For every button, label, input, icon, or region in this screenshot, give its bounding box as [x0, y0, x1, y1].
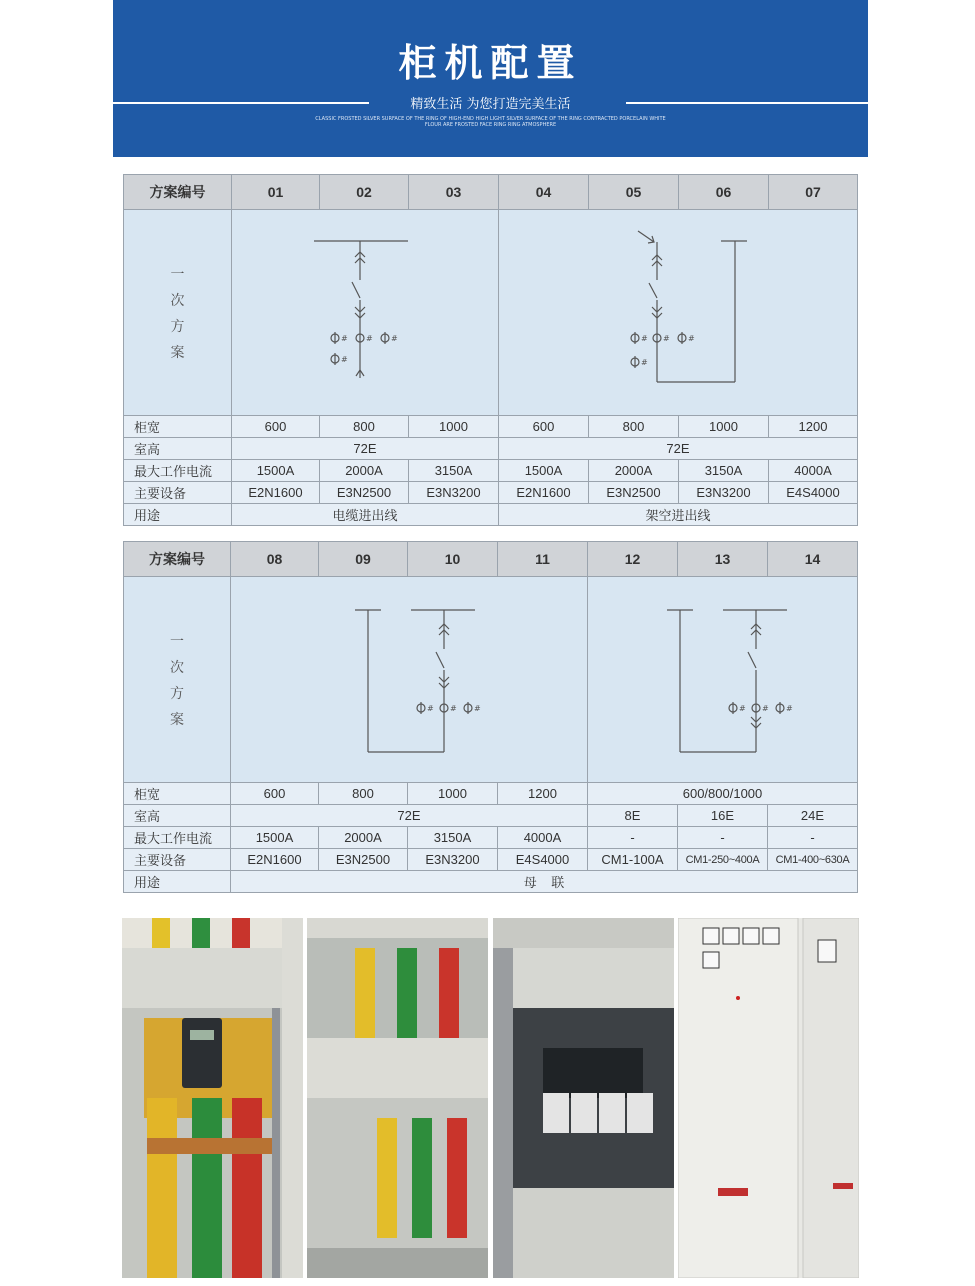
cabinet-photo-meter: [122, 918, 303, 1278]
scheme-char: 案: [170, 343, 185, 360]
table-cell: E3N3200: [679, 482, 769, 504]
config-table-1: [123, 174, 858, 526]
cabinet-interior-image: [493, 918, 674, 1278]
table-cell: 1200: [498, 783, 588, 805]
table-row: [124, 460, 858, 482]
cabinet-interior-image: [122, 918, 303, 1278]
svg-text:#: #: [450, 704, 457, 713]
table-cell: 4000A: [498, 827, 588, 849]
cabinet-photo-exterior: [678, 918, 859, 1278]
table-cell: -: [768, 827, 858, 849]
table-cell: 2000A: [320, 460, 409, 482]
cabinet-photo-breakers: [493, 918, 674, 1278]
scheme-char: 方: [170, 684, 184, 701]
table-header-row: [124, 542, 858, 577]
table-cell: E2N1600: [231, 849, 319, 871]
table-cell: 1200: [769, 416, 858, 438]
header-cell: 10: [408, 542, 498, 577]
table-cell: E4S4000: [769, 482, 858, 504]
circuit-diagram-bus-tie-mccb: [588, 577, 858, 783]
table-cell: 800: [319, 783, 408, 805]
table-cell: -: [588, 827, 678, 849]
table-cell: CM1-250~400A: [678, 849, 768, 871]
single-line-diagram-icon: [588, 577, 858, 782]
table-cell: 800: [589, 416, 679, 438]
table-cell: E3N2500: [589, 482, 679, 504]
table-cell: 600/800/1000: [588, 783, 858, 805]
table-header-row: [124, 175, 858, 210]
scheme-char: 方: [170, 317, 185, 334]
table-cell: 24E: [768, 805, 858, 827]
table-cell: E4S4000: [498, 849, 588, 871]
svg-text:#: #: [341, 355, 348, 364]
page-title: 柜机配置: [398, 40, 583, 85]
table-cell: 1500A: [231, 827, 319, 849]
scheme-char: 一: [170, 265, 185, 282]
header-cell: 12: [588, 542, 678, 577]
table-cell: E3N2500: [319, 849, 408, 871]
header-cell: 05: [589, 175, 679, 210]
scheme-char: 一: [170, 632, 184, 649]
table-cell: E3N2500: [320, 482, 409, 504]
row-label: 柜宽: [124, 416, 232, 438]
banner-subtitle: 精致生活 为您打造完美生活: [410, 97, 571, 112]
table-row: [124, 482, 858, 504]
table-cell: 1000: [409, 416, 499, 438]
svg-text:#: #: [739, 704, 746, 713]
table-cell: E3N3200: [409, 482, 499, 504]
table-cell: CM1-400~630A: [768, 849, 858, 871]
table-row: [124, 504, 858, 526]
header-cell: 14: [768, 542, 858, 577]
header-cell: 08: [231, 542, 319, 577]
diagram-row: [124, 210, 858, 416]
row-label: 最大工作电流: [124, 827, 231, 849]
table-cell: 8E: [588, 805, 678, 827]
table-cell: 600: [499, 416, 589, 438]
table-cell: 母 联: [231, 871, 858, 893]
banner-fine-print: CLASSIC FROSTED SILVER SURFACE OF THE RING OF HIGH-END HIGH LIGHT SILVER SURFACE OF THE RING CONTRACTED PORCELAIN WHITE FLOUR ARE FROSTED FACE RING RING ATMOSPHERE: [315, 116, 666, 128]
table-cell: 72E: [232, 438, 499, 460]
table-cell: 3150A: [408, 827, 498, 849]
table-cell: 1000: [408, 783, 498, 805]
table-row: [124, 438, 858, 460]
svg-text:#: #: [391, 334, 398, 343]
svg-text:#: #: [341, 334, 348, 343]
svg-text:#: #: [663, 334, 670, 343]
table-cell: -: [678, 827, 768, 849]
header-cell: 03: [409, 175, 499, 210]
header-banner: [113, 0, 868, 157]
header-cell: 11: [498, 542, 588, 577]
table-cell: 72E: [231, 805, 588, 827]
table-row: [124, 849, 858, 871]
table-cell: 电缆进出线: [232, 504, 499, 526]
table-row: [124, 783, 858, 805]
table-cell: 1000: [679, 416, 769, 438]
table-cell: 2000A: [319, 827, 408, 849]
table-cell: 4000A: [769, 460, 858, 482]
header-cell: 01: [232, 175, 320, 210]
table-cell: 600: [231, 783, 319, 805]
table-cell: E2N1600: [499, 482, 589, 504]
header-cell: 方案编号: [124, 175, 232, 210]
table-row: [124, 871, 858, 893]
table-row: [124, 805, 858, 827]
table-cell: 16E: [678, 805, 768, 827]
scheme-char: 次: [170, 658, 184, 675]
table-cell: 架空进出线: [499, 504, 858, 526]
row-label: 室高: [124, 438, 232, 460]
circuit-diagram-overhead: [499, 210, 858, 416]
circuit-diagram-bus-tie-breaker: [231, 577, 588, 783]
table-cell: 3150A: [409, 460, 499, 482]
svg-text:#: #: [762, 704, 769, 713]
table-cell: 2000A: [589, 460, 679, 482]
table-cell: E3N3200: [408, 849, 498, 871]
svg-text:#: #: [688, 334, 695, 343]
svg-text:#: #: [641, 334, 648, 343]
svg-text:#: #: [427, 704, 434, 713]
single-line-diagram-icon: [499, 210, 858, 415]
table-cell: 600: [232, 416, 320, 438]
svg-text:#: #: [366, 334, 373, 343]
scheme-char: 案: [170, 710, 184, 727]
svg-text:#: #: [786, 704, 793, 713]
header-cell: 09: [319, 542, 408, 577]
row-label: 用途: [124, 871, 231, 893]
cabinet-exterior-image: [678, 918, 859, 1278]
scheme-label: [124, 577, 231, 783]
header-cell: 06: [679, 175, 769, 210]
cabinet-photo-busbar: [307, 918, 488, 1278]
table-row: [124, 416, 858, 438]
config-table-2: [123, 541, 858, 893]
row-label: 室高: [124, 805, 231, 827]
single-line-diagram-icon: [232, 210, 499, 415]
cabinet-interior-image: [307, 918, 488, 1278]
row-label: 主要设备: [124, 482, 232, 504]
scheme-label: [124, 210, 232, 416]
table-cell: E2N1600: [232, 482, 320, 504]
table-cell: 72E: [499, 438, 858, 460]
diagram-row: [124, 577, 858, 783]
table-cell: 800: [320, 416, 409, 438]
header-cell: 13: [678, 542, 768, 577]
header-cell: 07: [769, 175, 858, 210]
table-cell: 1500A: [499, 460, 589, 482]
row-label: 主要设备: [124, 849, 231, 871]
single-line-diagram-icon: [231, 577, 588, 782]
table-cell: 3150A: [679, 460, 769, 482]
table-cell: CM1-100A: [588, 849, 678, 871]
svg-text:#: #: [641, 358, 648, 367]
table-row: [124, 827, 858, 849]
table-cell: 1500A: [232, 460, 320, 482]
header-cell: 02: [320, 175, 409, 210]
row-label: 最大工作电流: [124, 460, 232, 482]
row-label: 柜宽: [124, 783, 231, 805]
scheme-char: 次: [170, 291, 185, 308]
row-label: 用途: [124, 504, 232, 526]
circuit-diagram-cable: [232, 210, 499, 416]
header-cell: 方案编号: [124, 542, 231, 577]
svg-text:#: #: [474, 704, 481, 713]
header-cell: 04: [499, 175, 589, 210]
